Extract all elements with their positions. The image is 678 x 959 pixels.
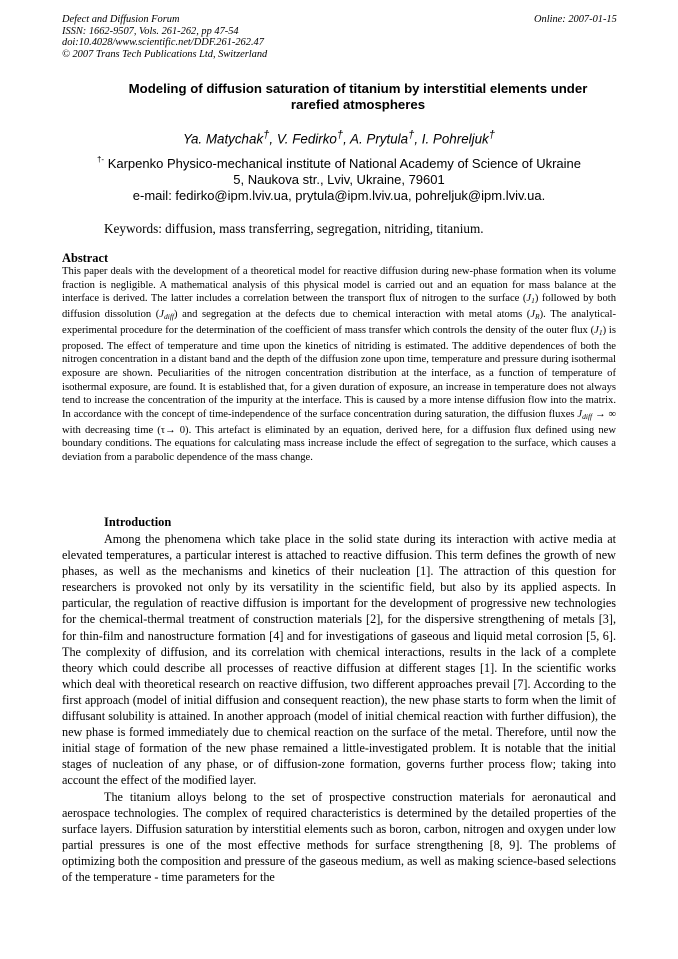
affiliation-mark: †	[336, 129, 344, 141]
author-prytula: A. Prytula	[350, 131, 409, 147]
subscript: R	[535, 312, 540, 322]
affiliation-mark: †	[263, 129, 270, 141]
symbol-j1: J	[526, 293, 532, 305]
subscript: 1	[598, 327, 603, 337]
subscript: diff	[582, 412, 593, 422]
title-line-1: Modeling of diffusion saturation of titanium by interstitial elements under	[128, 81, 588, 96]
abstract-part: ). The analytical-experimental procedure for the determination of the coefficient of mass transfer which controls the density of the outer flux (	[62, 309, 616, 336]
affiliation-address: 5, Naukova str., Lviv, Ukraine, 79601	[233, 172, 445, 187]
intro-paragraph-1: Among the phenomena which take place in the solid state during its interaction with active media at elevated temperatures, a particular interest is attached to reactive diffusion. This term defines the growth of new phases, as well as the mechanisms and kinetics of their nucleation [1]. The attraction of this question for researchers is provoked not only by its versatility in the scientific field, but also by its applied aspects. In particular, the regulation of reactive diffusion is important for the development of progressive new technologies for the chemical-thermal treatment of construction materials [2], for the dispersive strengthening of metals [3], for thin-film and nanostructure formation [4] and for investigations of gaseous and liquid metal corrosion [5, 6]. The complexity of diffusion, and its correlation with chemical interactions, results in the lack of a complete theory which could describe all processes of reactive diffusion at different stages [1]. In the scientific works which deal with theoretical research on reactive diffusion, two different approaches prevail [7]. According to the first approach (model of initial diffusion and consequent reaction), the new phase starts to form when the limit of diffusant solubility is attained. In another approach (model of initial chemical reaction with further diffusion), the new phase is formed immediately due to chemical reaction on the surface of the metal. Therefore, until now the initial stage of formation of the new phase remained a little-investigated problem. It is notable that the initial stages of nucleation of any phase, or of diffusion-zone formation, governs further process flow; taking into account the effect of the modified layer.	[62, 532, 616, 788]
affiliation-emails[interactable]: e-mail: fedirko@ipm.lviv.ua, prytula@ipm.lviv.ua, pohreljuk@ipm.lviv.ua.	[132, 188, 546, 203]
abstract-part: ) is proposed. The effect of temperature and time upon the kinetics of nitriding is estimated. The additive dependences of both the nitrogen concentration in a distant band and the depth of the diffusion zone upon time, temperature and pressure during isothermal exposure are shown. Peculiarities of the nitrogen concentration distribution at the interface, as a function of temperature of isothermal exposure, are found. It is established that, for a given duration of exposure, an increase in temperature does not always tend to increase the concentration of the impurity at the interface. This is caused by a more intense diffusion flow into the matrix. In accordance with the concept of time-independence of the surface concentration during saturation, the diffusion fluxes	[62, 324, 616, 421]
symbol-jr: J	[530, 309, 536, 321]
author-separator: ,	[343, 131, 351, 147]
issn-line: ISSN: 1662-9507, Vols. 261-262, pp 47-54	[62, 25, 239, 37]
title-line-2: rarefied atmospheres	[290, 97, 426, 112]
journal-header	[62, 14, 267, 60]
abstract-part: → ∞ with decreasing time (τ→ 0). This artefact is eliminated by an equation, derived here, for a diffusion flux defined using new boundary conditions. The equations for calculating mass increase include the effect of segregation to the surface, which causes a deviation from a parabolic dependence of the mass change.	[62, 409, 617, 464]
abstract-part: This paper deals with the development of a theoretical model for reactive diffusion during new-phase formation when its volume fraction is negligible. A mathematical analysis of this physical model is carried out and an equation for mass balance at the interface is derived. The latter includes a correlation between the transport flux of nitrogen to the surface (	[62, 266, 616, 305]
affiliation-mark: †	[408, 129, 415, 141]
affiliation-block	[62, 156, 616, 204]
abstract-heading: Abstract	[62, 251, 109, 265]
introduction-heading: Introduction	[104, 515, 172, 529]
affiliation-mark: †	[488, 129, 495, 141]
doi-line[interactable]: doi:10.4028/www.scientific.net/DDF.261-262.47	[62, 37, 264, 48]
introduction-text	[62, 531, 616, 885]
online-date: Online: 2007-01-15	[534, 14, 617, 25]
author-separator: ,	[269, 131, 277, 147]
abstract-part: ) and segregation at the defects due to chemical interaction with metal atoms (	[174, 309, 531, 321]
symbol-j1: J	[594, 324, 599, 336]
author-matychak: Ya. Matychak	[183, 131, 264, 147]
subscript: diff	[164, 312, 175, 322]
affiliation-line-1	[62, 156, 616, 172]
paper-title	[108, 81, 608, 113]
subscript: 1	[531, 296, 535, 306]
copyright-line: © 2007 Trans Tech Publications Ltd, Switzerland	[62, 48, 268, 60]
abstract-part: ) followed by both diffusion dissolution (	[62, 293, 617, 321]
intro-paragraph-2: The titanium alloys belong to the set of prospective construction materials for aeronautical and aerospace technologies. The complex of required characteristics is determined by the detailed properties of the surface layers. Diffusion saturation by interstitial elements such as boron, carbon, nitrogen and oxygen under low partial pressures is one of the most effective methods for surface strengthening [8, 9]. The problems of optimizing both the composition and pressure of the gaseous medium, as well as making science-based selections of the temperature - time parameters for the	[62, 789, 616, 884]
author-pohreljuk: I. Pohreljuk	[421, 131, 489, 147]
affiliation-institute: Karpenko Physico-mechanical institute of National Academy of Science of Ukraine	[104, 156, 582, 171]
symbol-jdiff: J	[159, 309, 164, 321]
author-fedirko: V. Fedirko	[276, 131, 337, 147]
abstract-text	[62, 265, 616, 465]
author-separator: ,	[414, 131, 422, 147]
keywords: Keywords: diffusion, mass transferring, segregation, nitriding, titanium.	[104, 221, 484, 236]
author-list	[62, 127, 616, 147]
affiliation-mark: †-	[96, 155, 105, 164]
journal-name: Defect and Diffusion Forum	[62, 14, 180, 25]
symbol-jdiff: J	[577, 409, 583, 421]
